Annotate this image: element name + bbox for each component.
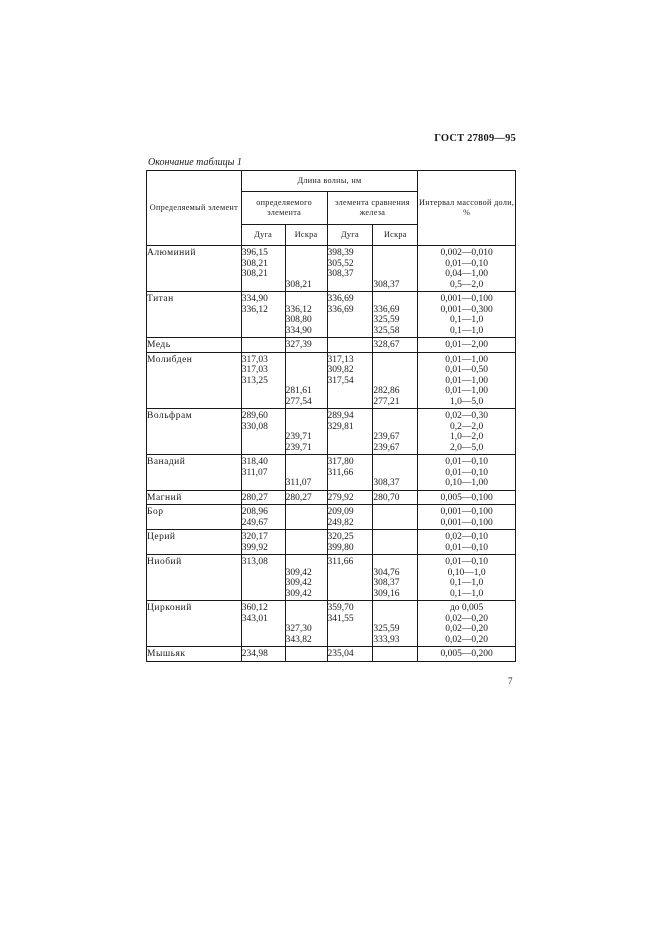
cell-line: 0,02—0,20 xyxy=(445,624,488,634)
cell-line: 0,01—0,10 xyxy=(445,542,488,553)
cell-line: 308,37 xyxy=(373,478,400,488)
cell-line: 320,17 xyxy=(241,532,268,542)
cell-line: 329,81 xyxy=(327,421,354,432)
cell-line xyxy=(328,386,373,397)
cell-line: 281,61 xyxy=(285,386,312,396)
cell-line xyxy=(328,624,373,635)
det-spark-cell xyxy=(285,601,327,647)
det-spark-cell xyxy=(285,352,327,409)
cell-line: 0,005—0,100 xyxy=(440,492,493,503)
cell-line xyxy=(373,518,417,529)
det-spark-cell xyxy=(285,292,327,338)
cell-line: 1,0—2,0 xyxy=(450,432,484,442)
cell-line xyxy=(373,294,417,305)
cell-line: 0,005—0,200 xyxy=(440,649,493,659)
cell-line: 304,76 xyxy=(373,567,400,578)
cell-line xyxy=(328,635,373,646)
ref-arc-cell xyxy=(327,246,373,292)
cell-line xyxy=(373,457,417,468)
cell-line: 327,39 xyxy=(285,340,312,350)
cell-line xyxy=(328,315,373,326)
cell-line: 308,21 xyxy=(241,269,268,279)
cell-line: 398,39 xyxy=(327,248,354,258)
spectral-lines-table xyxy=(146,170,516,662)
det-spark-cell xyxy=(285,455,327,491)
cell-line: 0,01—0,10 xyxy=(445,467,488,478)
ref-arc-cell xyxy=(327,490,373,505)
cell-line: 318,40 xyxy=(241,457,268,467)
cell-line xyxy=(242,589,285,600)
cell-line xyxy=(373,365,417,376)
cell-line xyxy=(286,649,327,660)
cell-line: 0,01—1,00 xyxy=(445,375,488,386)
cell-line xyxy=(373,411,417,422)
element-name: Титан xyxy=(147,292,242,338)
cell-line: 249,67 xyxy=(241,517,268,528)
cell-line: 311,66 xyxy=(327,557,354,567)
element-name: Молибден xyxy=(147,352,242,409)
cell-line: 0,01—0,10 xyxy=(445,457,488,467)
cell-line: 308,21 xyxy=(241,258,268,269)
table-caption: Окончание таблицы 1 xyxy=(148,157,242,168)
cell-line: 239,71 xyxy=(285,442,312,453)
cell-line: 308,80 xyxy=(285,315,312,325)
cell-line: 333,93 xyxy=(373,634,400,645)
cell-line: 308,37 xyxy=(373,279,400,290)
header-wavelength: Длина волны, нм xyxy=(241,171,418,192)
ref-arc-cell xyxy=(327,455,373,491)
det-spark-cell xyxy=(285,490,327,505)
cell-line: 0,01—2,00 xyxy=(445,340,488,350)
cell-line: 277,54 xyxy=(285,396,312,407)
det-arc-cell xyxy=(241,555,285,601)
cell-line xyxy=(286,543,327,554)
cell-line: 0,01—1,00 xyxy=(445,354,488,365)
cell-line: 0,02—0,20 xyxy=(445,634,488,645)
cell-line: 317,03 xyxy=(241,365,268,375)
cell-line: 0,1—1,0 xyxy=(450,315,484,325)
det-arc-cell xyxy=(241,505,285,530)
element-name: Церий xyxy=(147,530,242,555)
header-determined-element: определяемого элемента xyxy=(241,192,327,225)
cell-line xyxy=(373,259,417,270)
det-spark-cell xyxy=(285,505,327,530)
cell-line xyxy=(328,340,373,351)
ref-arc-cell xyxy=(327,505,373,530)
cell-line: 0,2—2,0 xyxy=(450,421,484,432)
ref-spark-cell xyxy=(373,490,418,505)
page-number: 7 xyxy=(508,676,513,686)
header-ref-spark: Искра xyxy=(373,225,418,246)
cell-line: 311,66 xyxy=(327,467,354,478)
ref-arc-cell xyxy=(327,409,373,455)
cell-line xyxy=(286,614,327,625)
cell-line: 309,42 xyxy=(285,578,312,588)
cell-line: 280,70 xyxy=(373,492,400,503)
element-name: Ванадий xyxy=(147,455,242,491)
cell-line: 0,1—1,0 xyxy=(450,325,484,336)
cell-line: 282,86 xyxy=(373,386,400,396)
cell-line xyxy=(242,635,285,646)
det-spark-cell xyxy=(285,409,327,455)
cell-line xyxy=(373,614,417,625)
document-code: ГОСТ 27809—95 xyxy=(434,133,516,144)
cell-line xyxy=(373,248,417,259)
table-row xyxy=(147,490,516,505)
det-spark-cell xyxy=(285,555,327,601)
det-spark-cell xyxy=(285,530,327,555)
cell-line: 0,01—1,00 xyxy=(445,386,488,396)
ref-arc-cell xyxy=(327,338,373,353)
det-arc-cell xyxy=(241,246,285,292)
cell-line xyxy=(286,248,327,259)
cell-line: 325,59 xyxy=(373,624,400,634)
cell-line: 334,90 xyxy=(241,294,268,304)
cell-line xyxy=(373,557,417,568)
cell-line xyxy=(373,603,417,614)
cell-line xyxy=(242,397,285,408)
cell-line xyxy=(373,269,417,280)
header-ref-arc: Дуга xyxy=(327,225,373,246)
cell-line xyxy=(286,557,327,568)
cell-line: 0,002—0,010 xyxy=(440,248,493,258)
cell-line: 341,55 xyxy=(327,613,354,624)
cell-line: 334,90 xyxy=(285,325,312,336)
cell-line: 311,07 xyxy=(285,478,312,488)
ref-spark-cell xyxy=(373,647,418,662)
cell-line xyxy=(242,578,285,589)
cell-line xyxy=(242,624,285,635)
interval-cell xyxy=(418,338,516,353)
cell-line xyxy=(373,649,417,660)
cell-line: 0,001—0,100 xyxy=(440,517,493,528)
interval-cell xyxy=(418,601,516,647)
table-row xyxy=(147,246,516,292)
cell-line: 0,001—0,100 xyxy=(440,507,493,517)
det-arc-cell xyxy=(241,601,285,647)
cell-line xyxy=(373,468,417,479)
ref-spark-cell xyxy=(373,338,418,353)
cell-line: 396,15 xyxy=(241,248,268,258)
cell-line: 279,92 xyxy=(327,492,354,503)
cell-line xyxy=(242,443,285,454)
cell-line: 328,67 xyxy=(373,340,400,350)
cell-line xyxy=(286,532,327,543)
cell-line: 0,001—0,300 xyxy=(440,304,493,315)
det-arc-cell xyxy=(241,338,285,353)
det-arc-cell xyxy=(241,352,285,409)
cell-line: до 0,005 xyxy=(449,603,484,613)
cell-line: 308,37 xyxy=(327,269,354,279)
ref-spark-cell xyxy=(373,292,418,338)
cell-line xyxy=(286,355,327,366)
ref-spark-cell xyxy=(373,505,418,530)
cell-line xyxy=(242,315,285,326)
cell-line: 277,21 xyxy=(373,396,400,407)
cell-line xyxy=(373,355,417,366)
cell-line: 0,04—1,00 xyxy=(445,269,488,279)
cell-line: 0,1—1,0 xyxy=(450,578,484,588)
cell-line xyxy=(373,422,417,433)
table-row xyxy=(147,338,516,353)
ref-spark-cell xyxy=(373,455,418,491)
cell-line xyxy=(328,432,373,443)
cell-line xyxy=(286,468,327,479)
cell-line: 336,12 xyxy=(241,304,268,315)
table-row xyxy=(147,530,516,555)
ref-arc-cell xyxy=(327,292,373,338)
cell-line xyxy=(286,457,327,468)
cell-line: 317,80 xyxy=(327,457,354,467)
cell-line: 309,82 xyxy=(327,365,354,375)
ref-arc-cell xyxy=(327,530,373,555)
cell-line: 313,25 xyxy=(241,375,268,386)
cell-line xyxy=(286,422,327,433)
cell-line: 311,07 xyxy=(241,467,268,478)
cell-line: 0,02—0,20 xyxy=(445,613,488,624)
cell-line xyxy=(328,443,373,454)
cell-line: 249,82 xyxy=(327,517,354,528)
table-row xyxy=(147,555,516,601)
det-arc-cell xyxy=(241,409,285,455)
cell-line: 327,30 xyxy=(285,624,312,634)
table-row xyxy=(147,292,516,338)
cell-line: 209,09 xyxy=(327,507,354,517)
cell-line: 280,27 xyxy=(285,492,312,503)
cell-line: 336,69 xyxy=(327,294,354,304)
cell-line xyxy=(373,543,417,554)
cell-line xyxy=(328,478,373,489)
cell-line: 208,96 xyxy=(241,507,268,517)
cell-line xyxy=(373,376,417,387)
cell-line xyxy=(242,432,285,443)
cell-line: 309,16 xyxy=(373,588,400,599)
det-arc-cell xyxy=(241,647,285,662)
interval-cell xyxy=(418,505,516,530)
cell-line: 325,58 xyxy=(373,325,400,336)
det-spark-cell xyxy=(285,647,327,662)
ref-spark-cell xyxy=(373,530,418,555)
ref-spark-cell xyxy=(373,352,418,409)
element-name: Бор xyxy=(147,505,242,530)
interval-cell xyxy=(418,530,516,555)
cell-line: 234,98 xyxy=(241,649,268,659)
cell-line xyxy=(286,259,327,270)
cell-line: 239,67 xyxy=(373,442,400,453)
header-interval: Интервал массовой доли, % xyxy=(418,171,516,246)
cell-line xyxy=(286,269,327,280)
cell-line xyxy=(242,280,285,291)
cell-line xyxy=(242,326,285,337)
table-header xyxy=(147,171,516,246)
cell-line: 0,1—1,0 xyxy=(450,588,484,599)
header-det-spark: Искра xyxy=(285,225,327,246)
cell-line: 0,001—0,100 xyxy=(440,294,493,304)
interval-cell xyxy=(418,246,516,292)
ref-arc-cell xyxy=(327,352,373,409)
ref-arc-cell xyxy=(327,601,373,647)
ref-spark-cell xyxy=(373,601,418,647)
det-arc-cell xyxy=(241,292,285,338)
element-name: Мышьяк xyxy=(147,647,242,662)
cell-line: 239,67 xyxy=(373,432,400,442)
interval-cell xyxy=(418,292,516,338)
cell-line xyxy=(328,589,373,600)
table-row xyxy=(147,505,516,530)
cell-line: 309,42 xyxy=(285,588,312,599)
cell-line: 308,21 xyxy=(285,279,312,290)
cell-line: 308,37 xyxy=(373,578,400,588)
cell-line xyxy=(242,386,285,397)
cell-line: 343,82 xyxy=(285,634,312,645)
cell-line: 289,60 xyxy=(241,411,268,421)
det-arc-cell xyxy=(241,530,285,555)
table-row xyxy=(147,455,516,491)
cell-line xyxy=(286,365,327,376)
interval-cell xyxy=(418,409,516,455)
cell-line: 317,54 xyxy=(327,375,354,386)
cell-line xyxy=(328,397,373,408)
det-arc-cell xyxy=(241,490,285,505)
ref-spark-cell xyxy=(373,246,418,292)
ref-spark-cell xyxy=(373,409,418,455)
cell-line: 0,5—2,0 xyxy=(450,279,484,290)
element-name: Алюминий xyxy=(147,246,242,292)
header-reference-element: элемента сравнения железа xyxy=(327,192,418,225)
cell-line: 325,59 xyxy=(373,315,400,325)
header-element: Определяемый элемент xyxy=(147,171,242,246)
cell-line: 0,01—0,50 xyxy=(445,365,488,375)
cell-line: 399,80 xyxy=(327,542,354,553)
cell-line xyxy=(286,518,327,529)
table-row xyxy=(147,409,516,455)
cell-line: 336,12 xyxy=(285,304,312,315)
cell-line: 320,25 xyxy=(327,532,354,542)
element-name: Ниобий xyxy=(147,555,242,601)
header-det-arc: Дуга xyxy=(241,225,285,246)
table-row xyxy=(147,601,516,647)
cell-line: 360,12 xyxy=(241,603,268,613)
interval-cell xyxy=(418,455,516,491)
cell-line: 1,0—5,0 xyxy=(450,396,484,407)
cell-line xyxy=(373,532,417,543)
table-row xyxy=(147,352,516,409)
interval-cell xyxy=(418,490,516,505)
cell-line: 399,92 xyxy=(241,542,268,553)
element-name: Цирконий xyxy=(147,601,242,647)
cell-line: 317,13 xyxy=(327,354,354,365)
cell-line xyxy=(373,507,417,518)
cell-line xyxy=(328,280,373,291)
det-arc-cell xyxy=(241,455,285,491)
cell-line xyxy=(286,507,327,518)
interval-cell xyxy=(418,352,516,409)
cell-line: 330,08 xyxy=(241,421,268,432)
element-name: Магний xyxy=(147,490,242,505)
det-spark-cell xyxy=(285,338,327,353)
element-name: Медь xyxy=(147,338,242,353)
cell-line xyxy=(286,603,327,614)
table-body xyxy=(147,246,516,662)
cell-line xyxy=(328,326,373,337)
cell-line: 0,02—0,30 xyxy=(445,411,488,421)
cell-line: 0,10—1,0 xyxy=(447,567,486,578)
interval-cell xyxy=(418,647,516,662)
cell-line xyxy=(242,478,285,489)
cell-line: 235,04 xyxy=(327,649,354,659)
cell-line: 0,01—0,10 xyxy=(445,258,488,269)
cell-line: 336,69 xyxy=(327,304,354,315)
cell-line: 0,10—1,00 xyxy=(445,478,488,488)
table-row xyxy=(147,647,516,662)
cell-line xyxy=(286,376,327,387)
cell-line: 343,01 xyxy=(241,613,268,624)
cell-line: 359,70 xyxy=(327,603,354,613)
interval-cell xyxy=(418,555,516,601)
cell-line: 305,52 xyxy=(327,258,354,269)
cell-line: 2,0—5,0 xyxy=(450,442,484,453)
cell-line: 0,01—0,10 xyxy=(445,557,488,567)
cell-line xyxy=(286,411,327,422)
cell-line xyxy=(286,294,327,305)
det-spark-cell xyxy=(285,246,327,292)
element-name: Вольфрам xyxy=(147,409,242,455)
cell-line: 336,69 xyxy=(373,304,400,315)
cell-line: 313,08 xyxy=(241,557,268,567)
cell-line xyxy=(328,578,373,589)
cell-line: 239,71 xyxy=(285,432,312,442)
cell-line xyxy=(242,340,285,351)
cell-line: 317,03 xyxy=(241,354,268,365)
ref-spark-cell xyxy=(373,555,418,601)
cell-line xyxy=(328,568,373,579)
cell-line: 289,94 xyxy=(327,411,354,421)
ref-arc-cell xyxy=(327,647,373,662)
cell-line: 309,42 xyxy=(285,567,312,578)
cell-line: 280,27 xyxy=(241,492,268,503)
cell-line xyxy=(242,568,285,579)
cell-line: 0,02—0,10 xyxy=(445,532,488,542)
ref-arc-cell xyxy=(327,555,373,601)
